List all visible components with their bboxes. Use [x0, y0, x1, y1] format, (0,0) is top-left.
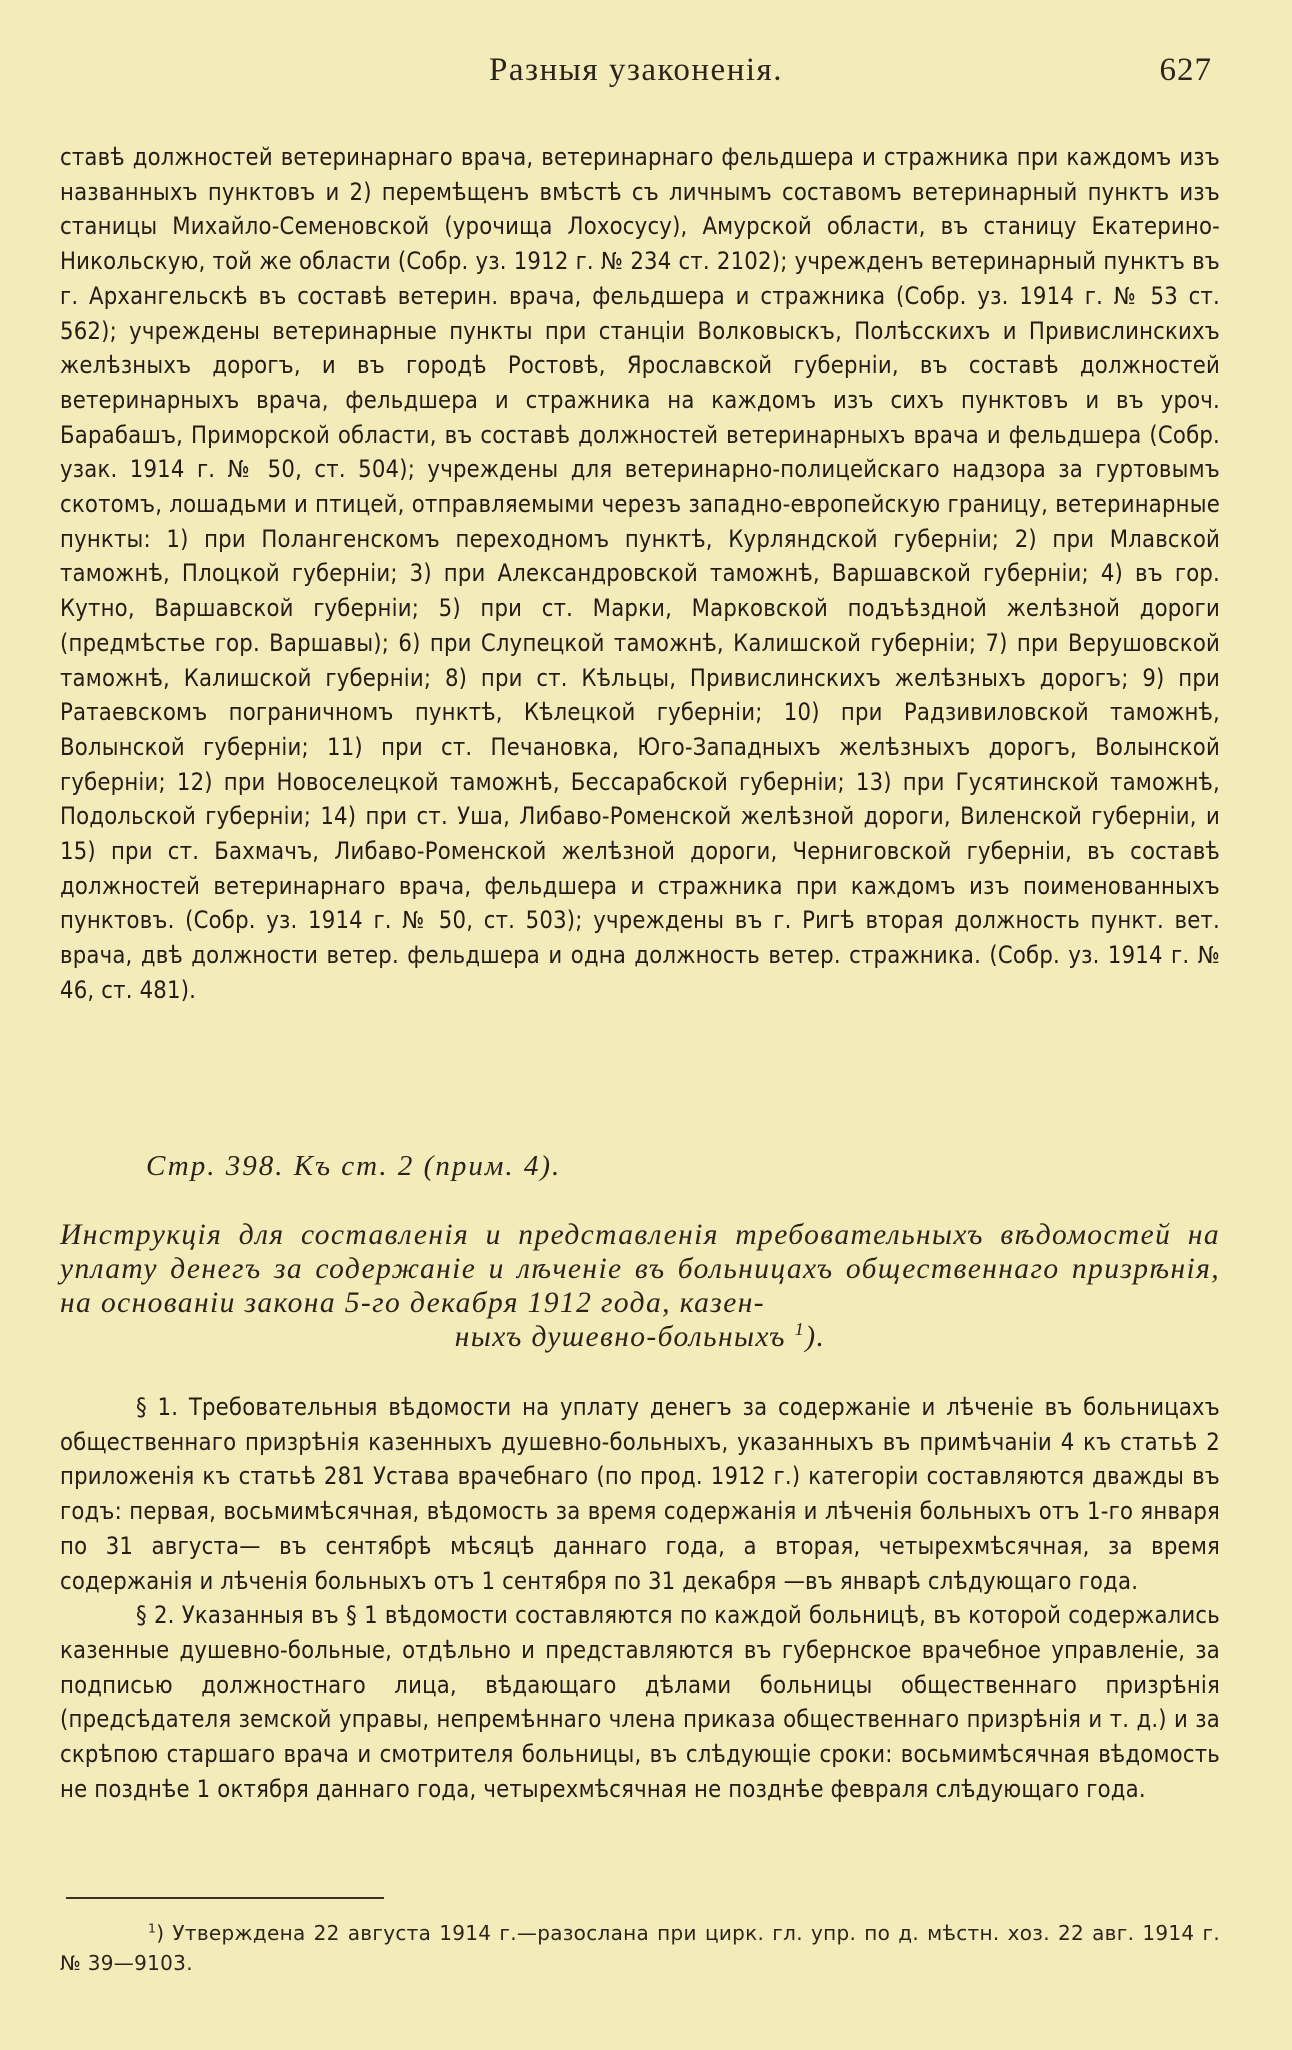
heading-last-line [60, 1320, 1220, 1354]
page-number: 627 [1159, 52, 1212, 88]
footnote-rule [66, 1897, 384, 1899]
paragraph: ставѣ должностей ветеринарнаго врача, ветеринарнаго фельдшера и стражника при каждомъ изъ названныхъ пунктовъ и 2) перемѣщенъ вмѣстѣ съ личнымъ составомъ ветеринарный пунктъ изъ станицы Михайло-Семеновской (урочища Лохосусу), Амурской области, въ станицу Екатерино-Никольскую, той же области (Собр. уз. 1912 г. № 234 ст. 2102); учрежденъ ветеринарный пунктъ въ г. Архангельскѣ въ составѣ ветерин. врача, фельдшера и стражника (Собр. уз. 1914 г. № 53 ст. 562); учреждены ветеринарные пункты при станціи Волковыскъ, Полѣсскихъ и Привислинскихъ желѣзныхъ дорогъ, и въ городѣ Ростовѣ, Ярославской губерніи, въ составѣ должностей ветеринарныхъ врача, фельдшера и стражника на каждомъ изъ сихъ пунктовъ и въ уроч. Барабашъ, Приморской области, въ составѣ должностей ветеринарныхъ врача и фельдшера (Собр. узак. 1914 г. № 50, ст. 504); учреждены для ветеринарно-полицейскаго надзора за гуртовымъ скотомъ, лошадьми и птицей, отправляемыми черезъ западно-европейскую границу, ветеринарные пункты: 1) при Полангенскомъ переходномъ пунктѣ, Курляндской губерніи; 2) при Млавской таможнѣ, Плоцкой губерніи; 3) при Александровской таможнѣ, Варшавской губерніи; 4) въ гор. Кутно, Варшавской губерніи; 5) при ст. Марки, Марковской подъѣздной желѣзной дороги (предмѣстье гор. Варшавы); 6) при Слупецкой таможнѣ, Калишской губерніи; 7) при Верушовской таможнѣ, Калишской губерніи; 8) при ст. Кѣльцы, Привислинскихъ желѣзныхъ дорогъ; 9) при Ратаевскомъ пограничномъ пунктѣ, Кѣлецкой губерніи; 10) при Радзивиловской таможнѣ, Волынской губерніи; 11) при ст. Печановка, Юго-Западныхъ желѣзныхъ дорогъ, Волынской губерніи; 12) при Новоселецкой таможнѣ, Бессарабской губерніи; 13) при Гусятинской таможнѣ, Подольской губерніи; 14) при ст. Уша, Либаво-Роменской желѣзной дороги, Виленской губерніи, и 15) при ст. Бахмачъ, Либаво-Роменской желѣзной дороги, Черниговской губерніи, въ составѣ должностей ветеринарнаго врача, фельдшера и стражника при каждомъ изъ поименованныхъ пунктовъ. (Собр. уз. 1914 г. № 50, ст. 503); учреждены въ г. Ригѣ вторая должность пункт. вет. врача, двѣ должности ветер. фельдшера и одна должность ветер. стражника. (Собр. уз. 1914 г. № 46, ст. 481). [60, 143, 1220, 1004]
footnote-text: ) Утверждена 22 августа 1914 г.—разослана при цирк. гл. упр. по д. мѣстн. хоз. 22 авг. 1914 г. № 39—9103. [60, 1921, 1220, 1975]
body-text-continued [60, 140, 1220, 1008]
instruction-body [60, 1390, 1220, 1806]
reference-line: Стр. 398. Къ ст. 2 (прим. 4). [146, 1150, 562, 1182]
heading-closing: ). [805, 1321, 826, 1353]
footnote-number: 1 [148, 1920, 157, 1936]
heading-last-words: ныхъ душевно-больныхъ [454, 1321, 786, 1353]
instruction-heading [60, 1218, 1220, 1354]
section-2: § 2. Указанныя въ § 1 вѣдомости составляются по каждой больницѣ, въ которой содержались казенные душевно-больные, отдѣльно и представляются въ губернское врачебное управленіе, за подписью должностнаго лица, вѣдающаго дѣлами больницы общественнаго призрѣнія (предсѣдателя земской управы, непремѣннаго члена приказа общественнаго призрѣнія и т. д.) и за скрѣпою старшаго врача и смотрителя больницы, въ слѣдующіе сроки: восьмимѣсячная вѣдомость не позднѣе 1 октября даннаго года, четырехмѣсячная не позднѣе февраля слѣдующаго года. [60, 1601, 1220, 1803]
heading-text: Инструкція для составленія и представленія требовательныхъ вѣдомостей на уплату денегъ за содержаніе и лѣченіе въ больницахъ общественнаго призрѣнія, на основаніи закона 5-го декабря 1912 года, казен- [60, 1219, 1220, 1319]
footnote-marker: 1 [794, 1319, 806, 1340]
footnote [60, 1918, 1220, 1978]
section-1: § 1. Требовательныя вѣдомости на уплату денегъ за содержаніе и лѣченіе въ больницахъ общественнаго призрѣнія казенныхъ душевно-больныхъ, указанныхъ въ примѣчаніи 4 къ статьѣ 2 приложенія къ статьѣ 281 Устава врачебнаго (по прод. 1912 г.) категоріи составляются дважды въ годъ: первая, восьмимѣсячная, вѣдомость за время содержанія и лѣченія больныхъ отъ 1-го января по 31 августа— въ сентябрѣ мѣсяцѣ даннаго года, а вторая, четырехмѣсячная, за время содержанія и лѣченія больныхъ отъ 1 сентября по 31 декабря —въ январѣ слѣдующаго года. [60, 1393, 1220, 1595]
footnote-paragraph [60, 1918, 1220, 1978]
page-header [60, 52, 1212, 96]
running-title: Разныя узаконенія. [489, 52, 783, 88]
